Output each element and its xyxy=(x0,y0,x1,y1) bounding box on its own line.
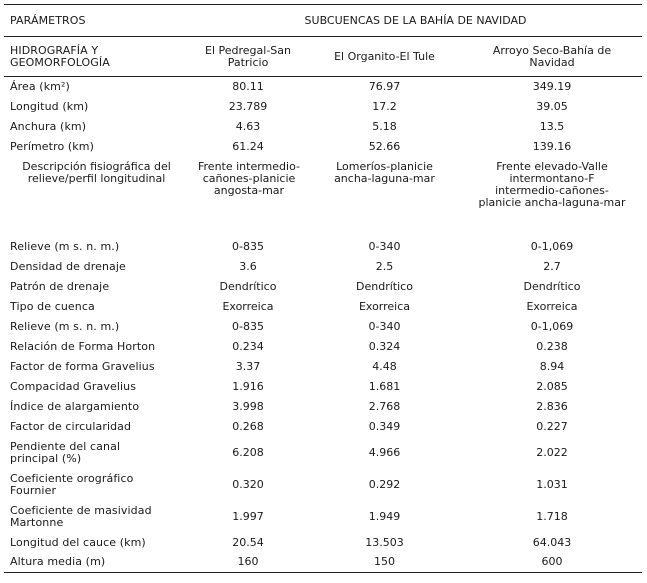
row-label: Perímetro (km) xyxy=(10,139,94,153)
group-header: SUBCUENCAS DE LA BAHÍA DE NAVIDAD xyxy=(189,5,642,37)
row-label: Altura media (m) xyxy=(4,553,189,573)
cell: 39.05 xyxy=(536,99,568,113)
cell: Exorreica xyxy=(222,299,274,313)
cell: 2.836 xyxy=(536,399,568,413)
cell: 0.349 xyxy=(368,419,401,433)
row-label: Coeficiente orográfico Fournier xyxy=(10,471,134,497)
table-row xyxy=(4,357,642,377)
column-header-pedregal: El Pedregal-San Patricio xyxy=(189,37,307,77)
cell: 600 xyxy=(462,553,642,573)
cell: 0.324 xyxy=(368,339,401,353)
cell: 0-340 xyxy=(368,319,401,333)
row-label: Densidad de drenaje xyxy=(10,259,126,273)
table-row xyxy=(4,397,642,417)
cell: 0.234 xyxy=(232,339,264,353)
cell: 0-1,069 xyxy=(530,319,574,333)
cell: 0-1,069 xyxy=(530,239,574,253)
cell: Exorreica xyxy=(526,299,578,313)
cell: 2.085 xyxy=(536,379,568,393)
cell: Dendrítico xyxy=(356,279,413,293)
table-row xyxy=(4,137,642,157)
cell: 160 xyxy=(189,553,307,573)
cell: 0-835 xyxy=(232,319,264,333)
cell: 64.043 xyxy=(532,535,572,549)
table-row xyxy=(4,417,642,437)
cell: 13.5 xyxy=(539,119,565,133)
cell: 1.997 xyxy=(232,509,264,523)
row-label: Índice de alargamiento xyxy=(10,399,140,413)
row-label: Longitud (km) xyxy=(10,99,89,113)
cell: 4.966 xyxy=(368,445,401,459)
param-header: PARÁMETROS xyxy=(4,5,189,37)
cell: 1.949 xyxy=(368,509,401,523)
table-row xyxy=(4,337,642,357)
table-row xyxy=(4,277,642,297)
cell: 17.2 xyxy=(372,99,397,113)
row-label: Coeficiente de masividad Martonne xyxy=(10,503,152,529)
cell: 23.789 xyxy=(228,99,268,113)
cell: 8.94 xyxy=(539,359,565,373)
column-header-organito: El Organito-El Tule xyxy=(307,37,462,77)
row-label: Relación de Forma Horton xyxy=(10,339,156,353)
cell: 1.681 xyxy=(368,379,401,393)
cell: 1.031 xyxy=(536,477,568,491)
cell: 0-835 xyxy=(232,239,264,253)
cell: 4.63 xyxy=(235,119,261,133)
cell: Frente intermedio-cañones-planicie angosta-mar xyxy=(198,159,300,197)
cell: 1.718 xyxy=(536,509,568,523)
cell: 3.998 xyxy=(232,399,264,413)
table-row xyxy=(4,257,642,277)
table-row xyxy=(4,553,642,573)
row-label: Pendiente del canal principal (%) xyxy=(10,439,121,465)
hydro-header: HIDROGRAFÍA Y GEOMORFOLOGÍA xyxy=(4,37,189,77)
cell: Frente elevado-Valle intermontano-F intermedio-cañones-planicie ancha-laguna-mar xyxy=(478,159,626,209)
column-header-row xyxy=(4,37,642,77)
table-row xyxy=(4,501,642,533)
cell: 3.6 xyxy=(239,259,257,273)
cell: 0.238 xyxy=(536,339,568,353)
cell: 76.97 xyxy=(368,79,401,93)
cell: 3.37 xyxy=(235,359,261,373)
row-label: Relieve (m s. n. m.) xyxy=(10,319,120,333)
table-row xyxy=(4,437,642,469)
cell: 349.19 xyxy=(532,79,572,93)
cell: Dendrítico xyxy=(219,279,277,293)
cell: 20.54 xyxy=(232,535,264,549)
column-header-arroyo: Arroyo Seco-Bahía de Navidad xyxy=(462,37,642,77)
row-label: Anchura (km) xyxy=(10,119,87,133)
header-row xyxy=(4,5,642,37)
cell: 5.18 xyxy=(372,119,397,133)
row-label: Tipo de cuenca xyxy=(10,299,95,313)
cell: 0.227 xyxy=(536,419,568,433)
cell: 2.768 xyxy=(368,399,401,413)
cell: 0.268 xyxy=(232,419,264,433)
cell: 61.24 xyxy=(232,139,264,153)
cell: 4.48 xyxy=(372,359,397,373)
table-row xyxy=(4,377,642,397)
table-row xyxy=(4,533,642,553)
cell: 13.503 xyxy=(365,535,404,549)
row-label: Factor de circularidad xyxy=(10,419,132,433)
cell: Lomeríos-planicie ancha-laguna-mar xyxy=(334,159,435,185)
cell: 0-340 xyxy=(368,239,401,253)
table-row xyxy=(4,97,642,117)
cell: 6.208 xyxy=(232,445,264,459)
cell: 0.292 xyxy=(368,477,401,491)
cell: 1.916 xyxy=(232,379,264,393)
table-row xyxy=(4,117,642,137)
cell: 139.16 xyxy=(532,139,572,153)
subbasin-parameters-table xyxy=(4,4,642,573)
cell: Dendrítico xyxy=(523,279,581,293)
table-row xyxy=(4,317,642,337)
row-label: Compacidad Gravelius xyxy=(10,379,137,393)
row-label: Factor de forma Gravelius xyxy=(10,359,155,373)
table-row xyxy=(4,469,642,501)
cell: 150 xyxy=(307,553,462,573)
cell: 80.11 xyxy=(232,79,264,93)
cell: 2.5 xyxy=(375,259,394,273)
cell: Exorreica xyxy=(358,299,411,313)
cell: 52.66 xyxy=(368,139,401,153)
row-label: Longitud del cauce (km) xyxy=(10,535,146,549)
row-label: Relieve (m s. n. m.) xyxy=(10,239,120,253)
cell: 2.7 xyxy=(543,259,561,273)
cell: 0.320 xyxy=(232,477,264,491)
table-row-description xyxy=(4,157,642,237)
table-row xyxy=(4,237,642,257)
row-label: Patrón de drenaje xyxy=(10,279,110,293)
row-label: Descripción fisiográfica del relieve/perfil longitudinal xyxy=(22,159,171,185)
row-label: Área (km²) xyxy=(10,79,70,93)
cell: 2.022 xyxy=(536,445,568,459)
table-row xyxy=(4,297,642,317)
table-row xyxy=(4,77,642,97)
